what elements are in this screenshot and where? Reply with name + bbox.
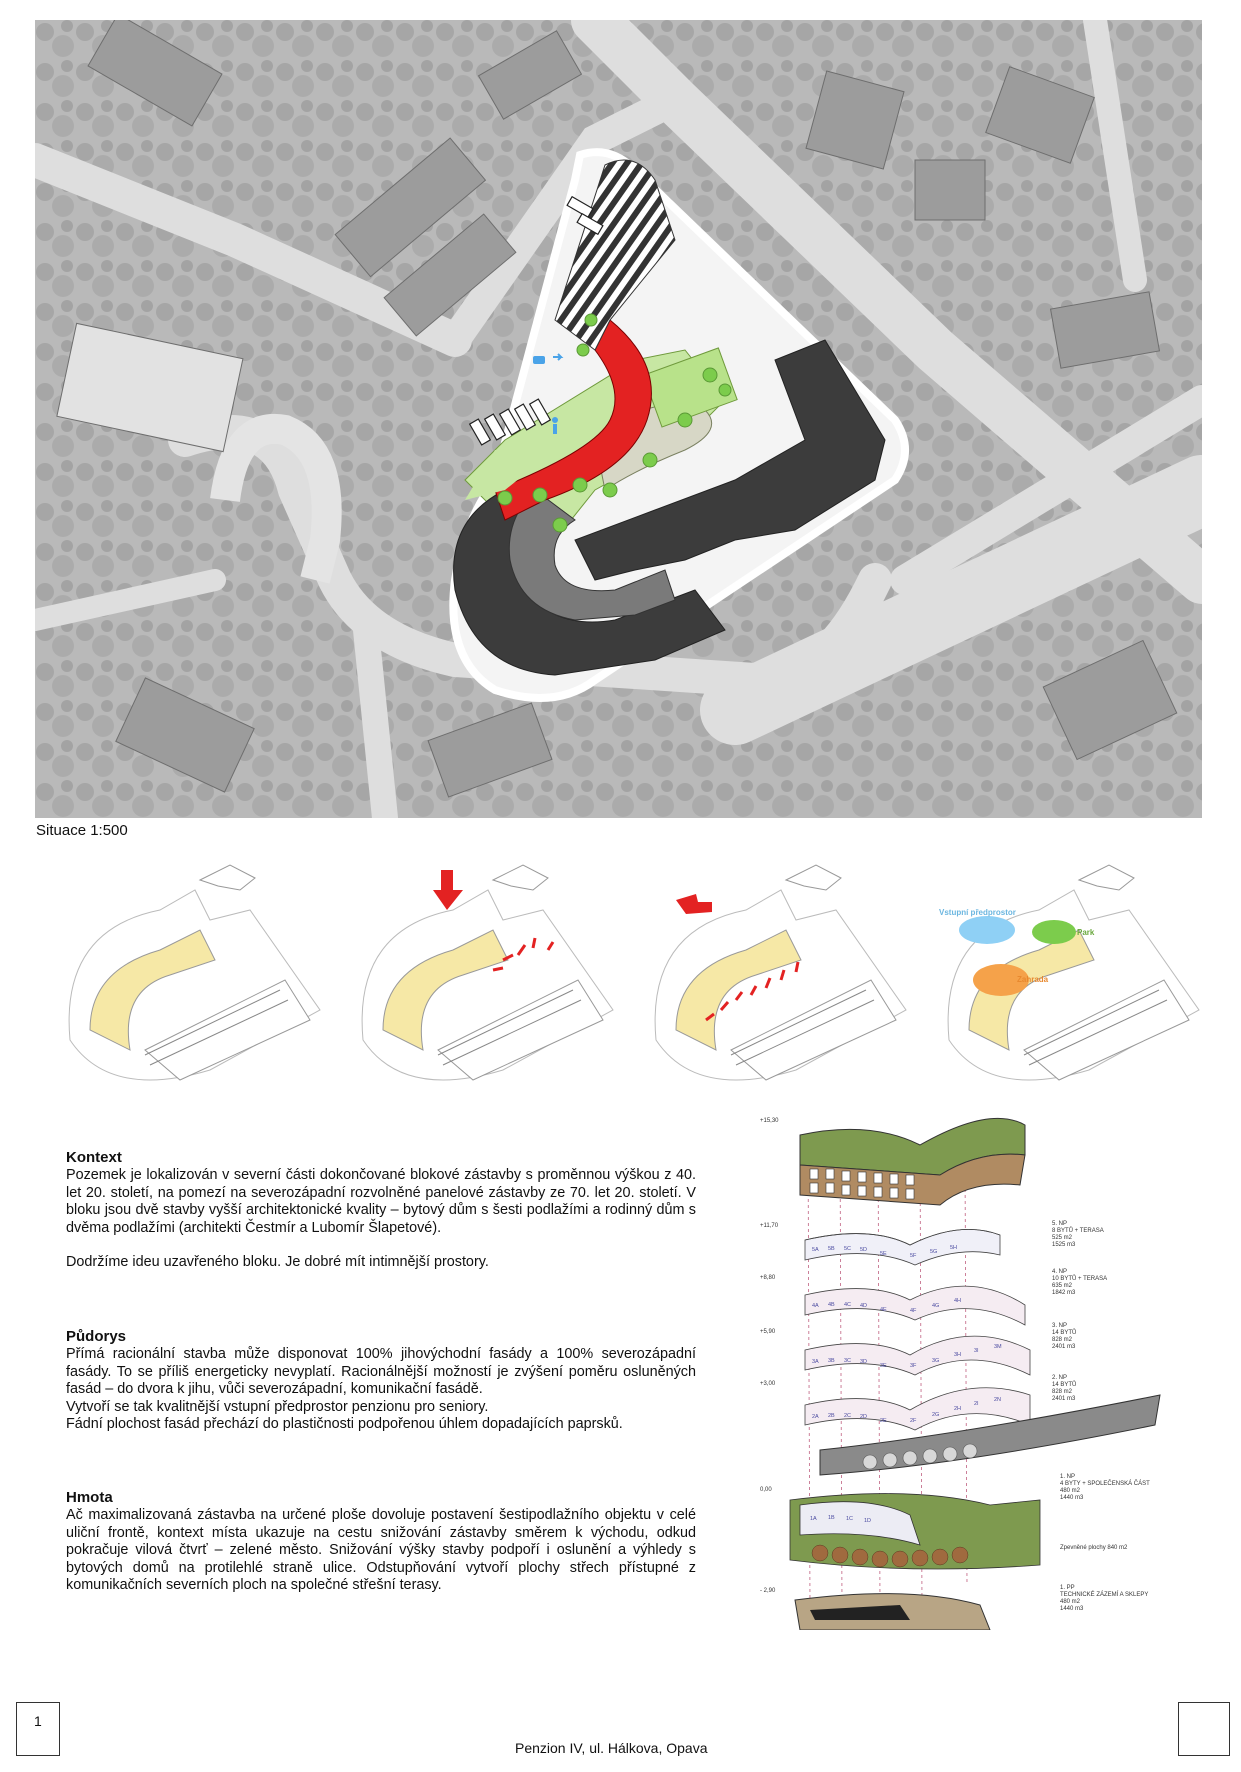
svg-text:2G: 2G [932, 1412, 940, 1418]
svg-text:4 BYTY + SPOLEČENSKÁ ČÁST: 4 BYTY + SPOLEČENSKÁ ČÁST [1060, 1481, 1150, 1487]
svg-text:3C: 3C [844, 1358, 852, 1364]
svg-text:828 m2: 828 m2 [1052, 1389, 1073, 1395]
svg-text:2D: 2D [860, 1414, 868, 1420]
svg-text:2B: 2B [828, 1413, 835, 1419]
svg-text:TECHNICKÉ ZÁZEMÍ A SKLEPY: TECHNICKÉ ZÁZEMÍ A SKLEPY [1060, 1592, 1149, 1598]
svg-text:5H: 5H [950, 1245, 958, 1251]
site-plan-map [35, 20, 1202, 818]
svg-text:2N: 2N [994, 1397, 1002, 1403]
svg-text:525 m2: 525 m2 [1052, 1235, 1073, 1241]
section-paragraph: Pozemek je lokalizován v severní části dokončované blokové zástavby s proměnnou výškou z 40. let 20. století, na pomezí na severozápadní rozvolněné panelové zástavby ze 70. let 20. století. V bloku jsou dvě stavby vyšší architektonické kvality – bytový dům s šesti podlažími a rodinný dům s dvěma podlažími (architekti Čestmír a Lubomír Šlapetové). [66, 1167, 696, 1236]
svg-text:+3,00: +3,00 [760, 1381, 776, 1387]
svg-text:1. NP: 1. NP [1060, 1474, 1076, 1480]
hand-pointer-icon [433, 870, 463, 910]
svg-text:0,00: 0,00 [760, 1487, 772, 1493]
svg-text:5A: 5A [812, 1247, 819, 1253]
svg-text:2C: 2C [844, 1413, 852, 1419]
svg-text:5. NP: 5. NP [1052, 1221, 1068, 1227]
stamp-box [1178, 1702, 1230, 1756]
svg-text:3. NP: 3. NP [1052, 1323, 1068, 1329]
svg-text:1525 m3: 1525 m3 [1052, 1242, 1076, 1248]
svg-text:14 BYTŮ: 14 BYTŮ [1052, 1382, 1077, 1388]
floor-3 [805, 1336, 1030, 1375]
floor-2 [805, 1388, 1030, 1430]
svg-text:+5,90: +5,90 [760, 1329, 776, 1335]
svg-text:2401 m3: 2401 m3 [1052, 1396, 1076, 1402]
svg-text:4E: 4E [880, 1307, 887, 1313]
svg-text:828 m2: 828 m2 [1052, 1337, 1073, 1343]
svg-text:5D: 5D [860, 1247, 868, 1253]
svg-text:3E: 3E [880, 1363, 887, 1369]
park-zone [1032, 920, 1076, 944]
svg-text:3F: 3F [910, 1363, 917, 1369]
svg-text:3I: 3I [974, 1348, 979, 1354]
svg-text:1440 m3: 1440 m3 [1060, 1495, 1084, 1501]
svg-text:Zpevněné plochy 840 m2: Zpevněné plochy 840 m2 [1060, 1545, 1128, 1551]
svg-text:2F: 2F [910, 1418, 917, 1424]
floor-4 [805, 1286, 1025, 1325]
label-park: Park [1077, 928, 1095, 937]
svg-text:2E: 2E [880, 1418, 887, 1424]
svg-text:5F: 5F [910, 1253, 917, 1259]
svg-text:4A: 4A [812, 1303, 819, 1309]
label-entry: Vstupní předprostor [939, 908, 1016, 917]
section-floorplan [66, 1328, 696, 1434]
svg-text:1D: 1D [864, 1518, 872, 1524]
section-paragraph: Fádní plochost fasád přechází do plastičnosti podpořenou úhlem dopadajících paprsků. [66, 1416, 623, 1433]
label-garden: Zahrada [1017, 975, 1049, 984]
svg-text:4G: 4G [932, 1303, 940, 1309]
svg-text:3A: 3A [812, 1359, 819, 1365]
svg-text:635 m2: 635 m2 [1052, 1283, 1073, 1289]
svg-text:480 m2: 480 m2 [1060, 1599, 1081, 1605]
section-mass [66, 1489, 696, 1595]
svg-text:2. NP: 2. NP [1052, 1375, 1068, 1381]
concept-diagram-3 [636, 850, 916, 1090]
exploded-axonometry [760, 1105, 1170, 1630]
concept-diagram-1 [50, 850, 330, 1090]
section-context [66, 1149, 696, 1272]
section-heading: Hmota [66, 1489, 113, 1506]
svg-text:2A: 2A [812, 1414, 819, 1420]
elevation-labels [760, 1118, 779, 1594]
section-paragraph: Ač maximalizovaná zástavba na určené ploše dovoluje postavení šestipodlažního objektu v celé uliční frontě, kontext místa ukazuje na cestu snižování zástavby směrem k východu, odkud pokračuje vilová čtvrť – zelené město. Snižování výšky stavby podpoří i oslunění a výhledy s bytových domů na protilehlé straně ulice. Odstupňování vytvoří plochy střech přístupné z komunikačních severních ploch na společné střešní terasy. [66, 1507, 696, 1594]
svg-text:2I: 2I [974, 1401, 979, 1407]
concept-diagram-2 [343, 850, 623, 1090]
section-paragraph: Vytvoří se tak kvalitnější vstupní předprostor penzionu pro seniory. [66, 1398, 489, 1415]
svg-text:5B: 5B [828, 1246, 835, 1252]
section-paragraph: Dodržíme ideu uzavřeného bloku. Je dobré mít intimnější prostory. [66, 1254, 489, 1271]
section-paragraph: Přímá racionální stavba může disponovat 100% jihovýchodní fasády a 100% severozápadní fasády. To se příliš energeticky nevyplatí. Racionálnější možností je zvýšení poměru osluněných fasád – do dvora k jihu, vůči severozápadní, komunikační fasádě. [66, 1346, 696, 1398]
site-caption: Situace 1:500 [36, 822, 128, 839]
svg-text:3B: 3B [828, 1358, 835, 1364]
entry-zone [959, 916, 1015, 944]
page-number-box [16, 1702, 60, 1756]
svg-text:10 BYTŮ + TERASA: 10 BYTŮ + TERASA [1052, 1276, 1108, 1282]
svg-text:8 BYTŮ + TERASA: 8 BYTŮ + TERASA [1052, 1228, 1104, 1234]
svg-text:4B: 4B [828, 1302, 835, 1308]
svg-text:3G: 3G [932, 1358, 940, 1364]
svg-text:4H: 4H [954, 1298, 962, 1304]
svg-text:1C: 1C [846, 1516, 854, 1522]
svg-text:5G: 5G [930, 1249, 938, 1255]
svg-text:4C: 4C [844, 1302, 852, 1308]
svg-text:2H: 2H [954, 1406, 962, 1412]
svg-text:1440 m3: 1440 m3 [1060, 1606, 1084, 1612]
svg-text:5E: 5E [880, 1251, 887, 1257]
page-number: 1 [34, 1713, 42, 1729]
concept-diagram-4 [929, 850, 1209, 1090]
svg-text:+11,70: +11,70 [760, 1223, 779, 1229]
svg-text:1A: 1A [810, 1516, 817, 1522]
section-heading: Půdorys [66, 1328, 127, 1345]
svg-text:3D: 3D [860, 1359, 868, 1365]
svg-text:+8,80: +8,80 [760, 1275, 776, 1281]
svg-text:4F: 4F [910, 1308, 917, 1314]
svg-text:14 BYTŮ: 14 BYTŮ [1052, 1330, 1077, 1336]
svg-text:480 m2: 480 m2 [1060, 1488, 1081, 1494]
svg-text:3H: 3H [954, 1352, 962, 1358]
footer-title: Penzion IV, ul. Hálkova, Opava [515, 1740, 708, 1756]
svg-text:4. NP: 4. NP [1052, 1269, 1068, 1275]
svg-text:1. PP: 1. PP [1060, 1585, 1075, 1591]
svg-text:+15,30: +15,30 [760, 1118, 779, 1124]
svg-text:2401 m3: 2401 m3 [1052, 1344, 1076, 1350]
section-heading: Kontext [66, 1149, 122, 1166]
svg-text:4D: 4D [860, 1303, 868, 1309]
hand-pointer-icon-2 [676, 894, 712, 914]
svg-text:1842 m3: 1842 m3 [1052, 1290, 1076, 1296]
svg-text:5C: 5C [844, 1246, 852, 1252]
svg-text:- 2,90: - 2,90 [760, 1588, 776, 1594]
svg-text:1B: 1B [828, 1515, 835, 1521]
svg-text:3M: 3M [994, 1344, 1002, 1350]
floor-1 [790, 1494, 1040, 1569]
